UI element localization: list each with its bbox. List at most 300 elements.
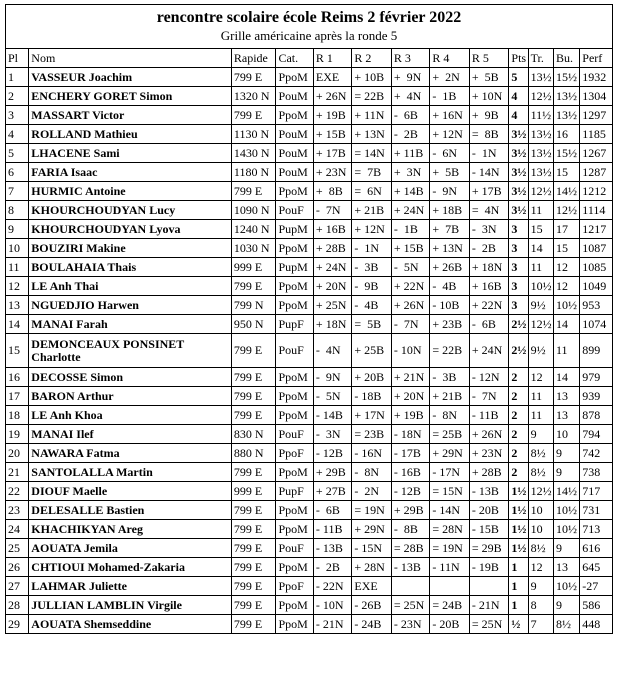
cell-bu: 14 (553, 315, 579, 334)
cell-place: 22 (6, 482, 29, 501)
cell-rapide: 1240 N (231, 220, 276, 239)
cell-round-2: + 28N (352, 558, 392, 577)
cell-round-3: - 1B (391, 220, 429, 239)
cell-round-4: + 5B (430, 163, 470, 182)
cell-round-5 (469, 577, 509, 596)
cell-place: 14 (6, 315, 29, 334)
table-row (6, 444, 613, 463)
cell-round-1: - 2B (313, 558, 351, 577)
cell-name: ROLLAND Mathieu (29, 125, 232, 144)
cell-tr: 9 (528, 425, 553, 444)
cell-name: DIOUF Maelle (29, 482, 232, 501)
cell-round-1: EXE (313, 68, 351, 87)
cell-round-5: = 4N (469, 201, 509, 220)
cell-round-5: + 24N (469, 334, 509, 368)
cell-name: LHACENE Sami (29, 144, 232, 163)
cell-rapide: 799 E (231, 368, 276, 387)
cell-round-1: + 29B (313, 463, 351, 482)
cell-category: PouM (276, 163, 313, 182)
cell-round-4: - 14N (430, 501, 470, 520)
cell-points: 3 (509, 277, 528, 296)
cell-round-1: - 14B (313, 406, 351, 425)
cell-category: PouM (276, 125, 313, 144)
cell-tr: 11 (528, 258, 553, 277)
cell-place: 3 (6, 106, 29, 125)
cell-perf: 1297 (580, 106, 613, 125)
cell-tr: 12½ (528, 182, 553, 201)
cell-name: BOULAHAIA Thais (29, 258, 232, 277)
cell-round-2: + 11N (352, 106, 392, 125)
cell-place: 7 (6, 182, 29, 201)
cell-name: AOUATA Jemila (29, 539, 232, 558)
cell-points: 3 (509, 220, 528, 239)
cell-bu: 9 (553, 463, 579, 482)
cell-tr: 9½ (528, 334, 553, 368)
cell-round-2: + 29N (352, 520, 392, 539)
cell-bu: 9 (553, 539, 579, 558)
cell-place: 5 (6, 144, 29, 163)
cell-place: 11 (6, 258, 29, 277)
cell-name: NAWARA Fatma (29, 444, 232, 463)
cell-perf: 1217 (580, 220, 613, 239)
cell-round-2: = 14N (352, 144, 392, 163)
header-row (6, 5, 613, 49)
cell-points: 2 (509, 406, 528, 425)
cell-category: PupF (276, 482, 313, 501)
cell-place: 29 (6, 615, 29, 634)
cell-place: 9 (6, 220, 29, 239)
cell-points: 2 (509, 387, 528, 406)
cell-tr: 8 (528, 596, 553, 615)
table-row (6, 239, 613, 258)
cell-rapide: 1430 N (231, 144, 276, 163)
cell-rapide: 799 N (231, 296, 276, 315)
cell-name: SANTOLALLA Martin (29, 463, 232, 482)
cell-category: PupM (276, 220, 313, 239)
cell-bu: 16 (553, 125, 579, 144)
cell-points: 4 (509, 87, 528, 106)
cell-perf: 742 (580, 444, 613, 463)
cell-points: 1 (509, 577, 528, 596)
cell-category: PpoM (276, 68, 313, 87)
cell-points: 2½ (509, 334, 528, 368)
cell-round-1: + 27B (313, 482, 351, 501)
cell-tr: 10 (528, 501, 553, 520)
cell-place: 25 (6, 539, 29, 558)
cell-bu: 13 (553, 558, 579, 577)
cell-round-5: + 23N (469, 444, 509, 463)
cell-round-5: + 16B (469, 277, 509, 296)
cell-tr: 11 (528, 387, 553, 406)
cell-round-5: - 7N (469, 387, 509, 406)
table-row (6, 425, 613, 444)
cell-round-3: - 8B (391, 520, 429, 539)
cell-round-4: + 7B (430, 220, 470, 239)
cell-category: PpoM (276, 406, 313, 425)
cell-round-3: = 28B (391, 539, 429, 558)
cell-rapide: 799 E (231, 596, 276, 615)
cell-round-5: - 12N (469, 368, 509, 387)
cell-perf: 878 (580, 406, 613, 425)
cell-bu: 14½ (553, 182, 579, 201)
cell-round-3: - 23N (391, 615, 429, 634)
table-row (6, 220, 613, 239)
cell-tr: 8½ (528, 539, 553, 558)
table-row (6, 144, 613, 163)
cell-perf: 794 (580, 425, 613, 444)
cell-rapide: 880 N (231, 444, 276, 463)
cell-points: 1½ (509, 539, 528, 558)
cell-round-4: = 28N (430, 520, 470, 539)
cell-tr: 10½ (528, 277, 553, 296)
cell-round-5: - 3N (469, 220, 509, 239)
cell-round-2: + 17N (352, 406, 392, 425)
cell-round-1: + 17B (313, 144, 351, 163)
cell-round-2: - 16N (352, 444, 392, 463)
cell-name: HURMIC Antoine (29, 182, 232, 201)
cell-round-2: = 5B (352, 315, 392, 334)
cell-rapide: 999 E (231, 482, 276, 501)
cell-round-4: + 2N (430, 68, 470, 87)
cell-round-3: + 24N (391, 201, 429, 220)
cell-round-5: + 22N (469, 296, 509, 315)
cell-round-4 (430, 577, 470, 596)
cell-category: PpoF (276, 444, 313, 463)
cell-place: 2 (6, 87, 29, 106)
cell-rapide: 830 N (231, 425, 276, 444)
cell-tr: 9½ (528, 296, 553, 315)
cell-round-2: + 21B (352, 201, 392, 220)
cell-category: PouF (276, 539, 313, 558)
column-header-points: Pts (509, 49, 528, 68)
cell-round-2: - 24B (352, 615, 392, 634)
cell-category: PpoM (276, 501, 313, 520)
cell-name: MANAI Ilef (29, 425, 232, 444)
cell-place: 17 (6, 387, 29, 406)
cell-tr: 13½ (528, 163, 553, 182)
cell-bu: 15½ (553, 144, 579, 163)
cell-round-1: - 9N (313, 368, 351, 387)
cell-perf: 713 (580, 520, 613, 539)
cell-name: LAHMAR Juliette (29, 577, 232, 596)
cell-points: 3½ (509, 163, 528, 182)
cell-round-1: + 18N (313, 315, 351, 334)
table-row (6, 577, 613, 596)
cell-points: 3 (509, 296, 528, 315)
cell-round-1: - 4N (313, 334, 351, 368)
cell-perf: 1074 (580, 315, 613, 334)
cell-points: 2 (509, 463, 528, 482)
cell-points: 1½ (509, 520, 528, 539)
table-row (6, 182, 613, 201)
cell-perf: 1932 (580, 68, 613, 87)
column-header-round-3: R 3 (391, 49, 429, 68)
table-row (6, 539, 613, 558)
cell-tr: 12 (528, 558, 553, 577)
cell-round-3: + 9N (391, 68, 429, 87)
cell-round-5: - 6B (469, 315, 509, 334)
cell-round-4: - 6N (430, 144, 470, 163)
cell-name: LE Anh Khoa (29, 406, 232, 425)
cell-round-3: + 29B (391, 501, 429, 520)
cell-name: MANAI Farah (29, 315, 232, 334)
cell-round-5: + 18N (469, 258, 509, 277)
cell-place: 19 (6, 425, 29, 444)
cell-perf: 939 (580, 387, 613, 406)
cell-round-4: + 23B (430, 315, 470, 334)
cell-round-4: + 26B (430, 258, 470, 277)
cell-bu: 9 (553, 596, 579, 615)
cell-tr: 8½ (528, 444, 553, 463)
cell-perf: 616 (580, 539, 613, 558)
cell-perf: 645 (580, 558, 613, 577)
cell-rapide: 1090 N (231, 201, 276, 220)
cell-round-3: + 21N (391, 368, 429, 387)
cell-place: 24 (6, 520, 29, 539)
cell-points: 3½ (509, 144, 528, 163)
cell-round-4: + 16N (430, 106, 470, 125)
cell-name: CHTIOUI Mohamed-Zakaria (29, 558, 232, 577)
cell-points: 2½ (509, 315, 528, 334)
cell-round-1: - 12B (313, 444, 351, 463)
cell-rapide: 950 N (231, 315, 276, 334)
cell-round-5: + 17B (469, 182, 509, 201)
cell-round-1: + 26N (313, 87, 351, 106)
cell-category: PpoM (276, 182, 313, 201)
cell-place: 20 (6, 444, 29, 463)
cell-tr: 11½ (528, 106, 553, 125)
column-header-bu: Bu. (553, 49, 579, 68)
cell-rapide: 1030 N (231, 239, 276, 258)
cell-category: PpoM (276, 387, 313, 406)
cell-bu: 14½ (553, 482, 579, 501)
cell-rapide: 799 E (231, 334, 276, 368)
cell-bu: 13 (553, 406, 579, 425)
column-header-perf: Perf (580, 49, 613, 68)
header-cell (6, 5, 613, 49)
cell-category: PouF (276, 425, 313, 444)
cell-perf: 1185 (580, 125, 613, 144)
cell-round-3: + 19B (391, 406, 429, 425)
column-header-round-2: R 2 (352, 49, 392, 68)
cell-round-1: + 28B (313, 239, 351, 258)
cell-round-1: - 21N (313, 615, 351, 634)
cell-bu: 13 (553, 387, 579, 406)
standings-table (5, 4, 613, 634)
cell-points: 3½ (509, 182, 528, 201)
column-header-round-5: R 5 (469, 49, 509, 68)
cell-round-2: - 26B (352, 596, 392, 615)
cell-points: 4 (509, 106, 528, 125)
cell-round-4: + 21B (430, 387, 470, 406)
cell-round-5: + 9B (469, 106, 509, 125)
table-row (6, 87, 613, 106)
cell-round-2: + 20B (352, 368, 392, 387)
cell-round-3: - 10N (391, 334, 429, 368)
cell-round-4: - 4B (430, 277, 470, 296)
column-header-round-1: R 1 (313, 49, 351, 68)
cell-place: 12 (6, 277, 29, 296)
table-row (6, 482, 613, 501)
cell-round-5: - 2B (469, 239, 509, 258)
cell-round-2: = 7B (352, 163, 392, 182)
column-header-place: Pl (6, 49, 29, 68)
cell-round-3: - 13B (391, 558, 429, 577)
cell-tr: 9 (528, 577, 553, 596)
cell-perf: 1304 (580, 87, 613, 106)
cell-round-2: - 1N (352, 239, 392, 258)
table-row (6, 406, 613, 425)
cell-round-2: + 12N (352, 220, 392, 239)
cell-bu: 9 (553, 444, 579, 463)
cell-round-3: - 7N (391, 315, 429, 334)
document-subtitle: Grille américaine après la ronde 5 (220, 28, 398, 43)
cell-rapide: 799 E (231, 387, 276, 406)
cell-tr: 11 (528, 201, 553, 220)
cell-round-3: + 20N (391, 387, 429, 406)
cell-points: 1 (509, 596, 528, 615)
table-row (6, 520, 613, 539)
cell-round-4: - 17N (430, 463, 470, 482)
cell-category: PpoM (276, 296, 313, 315)
cell-name: KHACHIKYAN Areg (29, 520, 232, 539)
cell-bu: 10½ (553, 501, 579, 520)
cell-perf: 586 (580, 596, 613, 615)
cell-round-4: + 12N (430, 125, 470, 144)
cell-place: 1 (6, 68, 29, 87)
column-header-rapide: Rapide (231, 49, 276, 68)
cell-place: 23 (6, 501, 29, 520)
cell-place: 10 (6, 239, 29, 258)
cell-points: 3 (509, 258, 528, 277)
cell-rapide: 799 E (231, 520, 276, 539)
cell-round-4: - 20B (430, 615, 470, 634)
cell-place: 18 (6, 406, 29, 425)
cell-round-4: + 18B (430, 201, 470, 220)
cell-perf: 1114 (580, 201, 613, 220)
table-row (6, 106, 613, 125)
cell-round-2: EXE (352, 577, 392, 596)
cell-category: PpoM (276, 277, 313, 296)
cell-place: 27 (6, 577, 29, 596)
cell-tr: 11 (528, 406, 553, 425)
cell-round-1: + 16B (313, 220, 351, 239)
cell-round-5: + 26N (469, 425, 509, 444)
table-row (6, 277, 613, 296)
cell-round-1: + 23N (313, 163, 351, 182)
cell-round-3: - 5N (391, 258, 429, 277)
cell-round-1: - 11B (313, 520, 351, 539)
cell-round-1: - 3N (313, 425, 351, 444)
cell-round-3: - 6B (391, 106, 429, 125)
cell-round-1: + 15B (313, 125, 351, 144)
cell-round-4: - 3B (430, 368, 470, 387)
cell-round-4: - 1B (430, 87, 470, 106)
cell-category: PouM (276, 144, 313, 163)
cell-place: 4 (6, 125, 29, 144)
cell-bu: 12½ (553, 201, 579, 220)
cell-rapide: 799 E (231, 68, 276, 87)
cell-round-3: - 17B (391, 444, 429, 463)
cell-round-3: + 26N (391, 296, 429, 315)
cell-points: 1 (509, 558, 528, 577)
cell-name: DECOSSE Simon (29, 368, 232, 387)
cell-tr: 13½ (528, 125, 553, 144)
cell-rapide: 799 E (231, 501, 276, 520)
table-row (6, 258, 613, 277)
cell-round-5: = 25N (469, 615, 509, 634)
standings-document (5, 4, 613, 634)
cell-round-4: - 11N (430, 558, 470, 577)
cell-round-1: - 6B (313, 501, 351, 520)
cell-round-3: - 2B (391, 125, 429, 144)
cell-points: 3½ (509, 125, 528, 144)
cell-round-3: + 15B (391, 239, 429, 258)
cell-round-5: + 5B (469, 68, 509, 87)
cell-perf: 1287 (580, 163, 613, 182)
cell-place: 16 (6, 368, 29, 387)
cell-rapide: 1180 N (231, 163, 276, 182)
cell-category: PouF (276, 201, 313, 220)
cell-perf: 979 (580, 368, 613, 387)
cell-round-2: - 4B (352, 296, 392, 315)
table-row (6, 125, 613, 144)
cell-rapide: 799 E (231, 277, 276, 296)
cell-name: BOUZIRI Makine (29, 239, 232, 258)
column-header-category: Cat. (276, 49, 313, 68)
cell-points: 1½ (509, 501, 528, 520)
column-header-row (6, 49, 613, 68)
cell-rapide: 799 E (231, 182, 276, 201)
cell-name: MASSART Victor (29, 106, 232, 125)
cell-round-5: + 28B (469, 463, 509, 482)
cell-bu: 10½ (553, 520, 579, 539)
cell-round-1: - 5N (313, 387, 351, 406)
cell-round-2: - 3B (352, 258, 392, 277)
cell-round-2: - 9B (352, 277, 392, 296)
cell-points: 2 (509, 368, 528, 387)
cell-perf: 1049 (580, 277, 613, 296)
cell-round-1: + 19B (313, 106, 351, 125)
cell-round-1: - 22N (313, 577, 351, 596)
cell-bu: 13½ (553, 87, 579, 106)
cell-round-4: + 29N (430, 444, 470, 463)
cell-name: ENCHERY GORET Simon (29, 87, 232, 106)
table-row (6, 463, 613, 482)
cell-name: FARIA Isaac (29, 163, 232, 182)
cell-round-1: + 25N (313, 296, 351, 315)
cell-round-5: - 21N (469, 596, 509, 615)
cell-perf: 1212 (580, 182, 613, 201)
cell-tr: 14 (528, 239, 553, 258)
cell-category: PpoM (276, 520, 313, 539)
cell-round-1: - 10N (313, 596, 351, 615)
cell-bu: 14 (553, 368, 579, 387)
cell-round-4: = 22B (430, 334, 470, 368)
cell-tr: 12 (528, 368, 553, 387)
cell-perf: 448 (580, 615, 613, 634)
cell-category: PpoM (276, 615, 313, 634)
cell-tr: 10 (528, 520, 553, 539)
column-header-tr: Tr. (528, 49, 553, 68)
cell-round-3: - 12B (391, 482, 429, 501)
cell-place: 15 (6, 334, 29, 368)
cell-rapide: 799 E (231, 106, 276, 125)
cell-perf: 731 (580, 501, 613, 520)
cell-bu: 13½ (553, 106, 579, 125)
cell-rapide: 799 E (231, 577, 276, 596)
table-row (6, 558, 613, 577)
